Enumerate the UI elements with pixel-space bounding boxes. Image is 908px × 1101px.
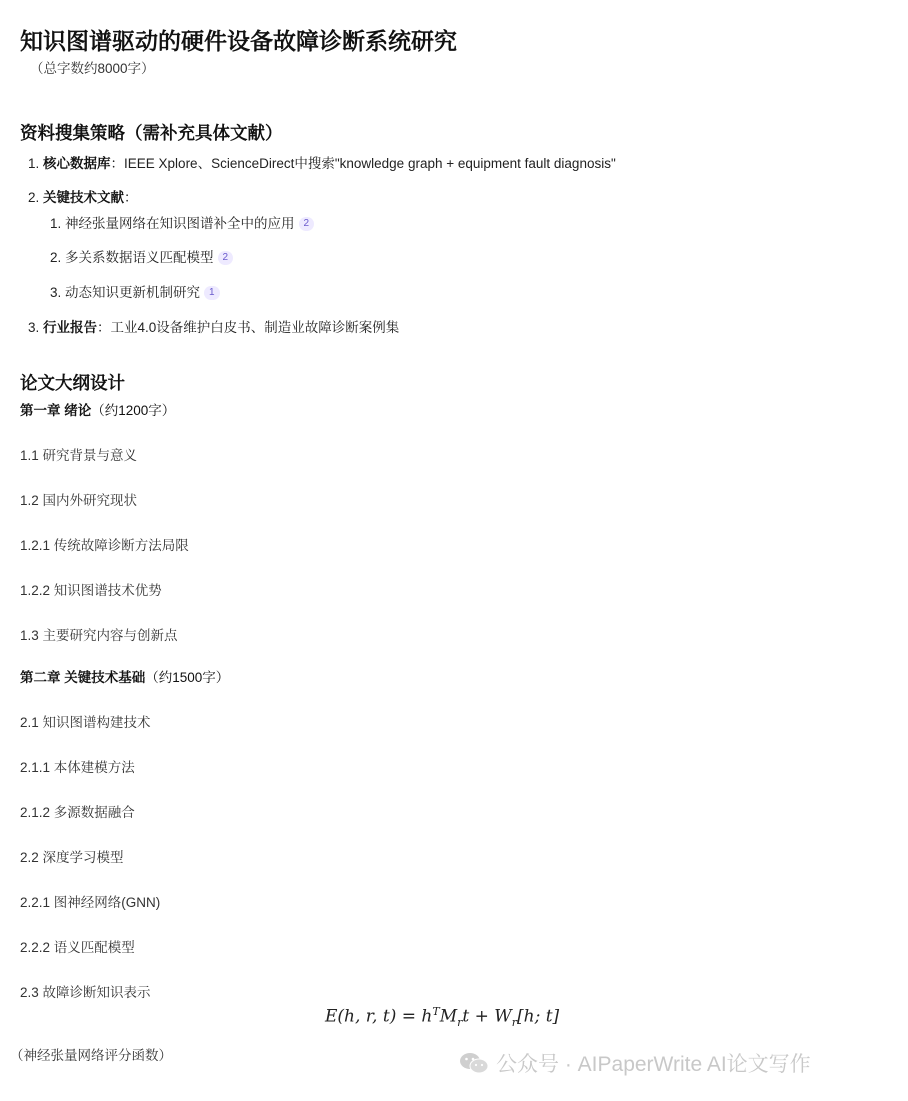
- formula-part: M: [439, 1006, 458, 1027]
- wechat-icon: [458, 1051, 490, 1075]
- list-number: 2.: [28, 190, 40, 205]
- citation-badge[interactable]: 2: [218, 251, 234, 265]
- scoring-formula: [325, 1000, 559, 1035]
- outline-line: 1.3 主要研究内容与创新点: [20, 628, 178, 643]
- sub-list-item: [50, 214, 314, 234]
- list-item-text: 动态知识更新机制研究: [65, 285, 201, 300]
- list-number: 1.: [50, 216, 62, 231]
- list-item-text: ：IEEE Xplore、ScienceDirect中搜索"knowledge graph + equipment fault diagnosis": [110, 156, 616, 171]
- formula-subscript: r: [511, 1016, 517, 1030]
- chapter-heading: [20, 401, 175, 421]
- section-heading-outline: 论文大纲设计: [20, 373, 125, 393]
- list-item-industry-reports: [28, 318, 399, 338]
- sub-list-item: [50, 248, 233, 268]
- outline-line: 2.2.1 图神经网络(GNN): [20, 895, 161, 910]
- list-item-label: 关键技术文献: [43, 190, 125, 205]
- list-item-label: 行业报告: [43, 320, 98, 335]
- chapter-title: 第一章 绪论: [20, 403, 92, 418]
- chapter-title: 第二章 关键技术基础: [20, 670, 146, 685]
- citation-badge[interactable]: 1: [204, 286, 220, 300]
- outline-line: 2.1.1 本体建模方法: [20, 760, 135, 775]
- list-item-key-literature: [28, 188, 138, 208]
- chapter-word-count: （约1500字）: [145, 670, 230, 685]
- formula-caption: （神经张量网络评分函数）: [10, 1048, 172, 1063]
- watermark: [458, 1050, 811, 1080]
- list-number: 3.: [28, 320, 40, 335]
- outline-line: 2.1 知识图谱构建技术: [20, 715, 151, 730]
- outline-line: 1.2.2 知识图谱技术优势: [20, 583, 162, 598]
- list-number: 3.: [50, 285, 62, 300]
- document: [20, 24, 888, 1000]
- list-item-databases: [28, 154, 616, 174]
- list-number: 1.: [28, 156, 40, 171]
- list-item-text: ：工业4.0设备维护白皮书、制造业故障诊断案例集: [97, 320, 400, 335]
- outline-line: 1.1 研究背景与意义: [20, 448, 138, 463]
- document-title: 知识图谱驱动的硬件设备故障诊断系统研究: [20, 28, 457, 54]
- word-count-note: （总字数约8000字）: [30, 61, 155, 76]
- chapter-heading: [20, 668, 229, 688]
- formula-superscript: T: [432, 1005, 440, 1018]
- list-number: 2.: [50, 250, 62, 265]
- formula-part: E(h, r, t) = h: [325, 1006, 433, 1027]
- section-heading-sources: 资料搜集策略（需补充具体文献）: [20, 123, 283, 143]
- outline-line: 2.2.2 语义匹配模型: [20, 940, 135, 955]
- list-item-text: ：: [124, 190, 138, 205]
- list-item-label: 核心数据库: [43, 156, 111, 171]
- formula-part: t + W: [462, 1006, 512, 1027]
- list-item-text: 多关系数据语义匹配模型: [65, 250, 214, 265]
- outline-line: 2.3 故障诊断知识表示: [20, 985, 151, 1000]
- sub-list-item: [50, 283, 220, 303]
- chapter-word-count: （约1200字）: [91, 403, 176, 418]
- citation-badge[interactable]: 2: [299, 217, 315, 231]
- list-item-text: 神经张量网络在知识图谱补全中的应用: [65, 216, 295, 231]
- outline-line: 2.1.2 多源数据融合: [20, 805, 135, 820]
- outline-line: 1.2 国内外研究现状: [20, 493, 138, 508]
- watermark-text: 公众号 · AIPaperWrite AI论文写作: [496, 1053, 811, 1076]
- outline-line: 2.2 深度学习模型: [20, 850, 124, 865]
- formula-part: [h; t]: [517, 1006, 560, 1027]
- formula-subscript: r: [457, 1016, 463, 1030]
- outline-line: 1.2.1 传统故障诊断方法局限: [20, 538, 189, 553]
